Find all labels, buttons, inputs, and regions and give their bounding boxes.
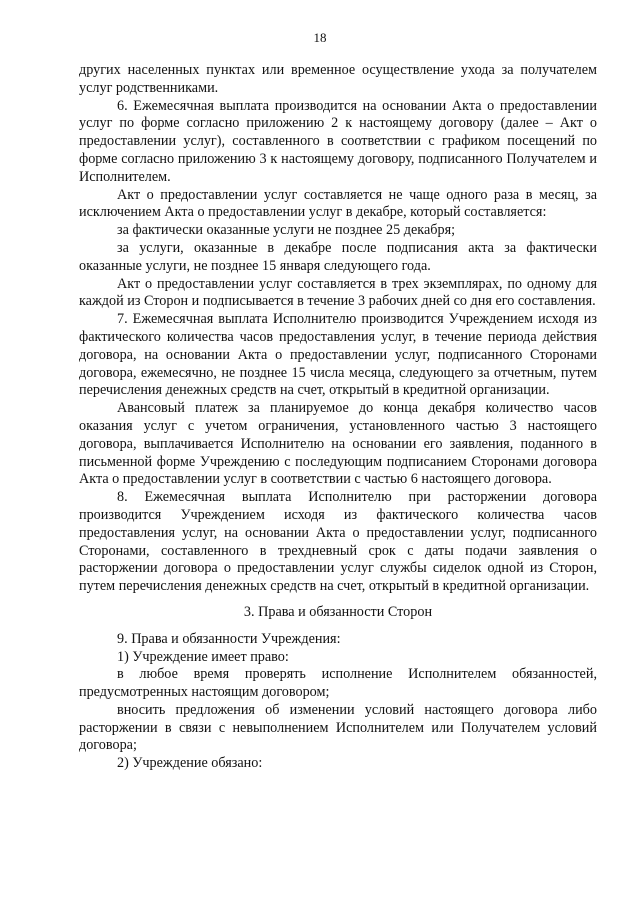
paragraph: 9. Права и обязанности Учреждения: [117,630,341,647]
paragraph: вносить предложения об изменении условий настоящего договора либо расторжении в связи с невыполнением Исполнителем или Получателем условий договора; [79,701,597,754]
paragraph: других населенных пунктах или временное осуществление ухода за получателем услуг родственниками. [79,62,597,96]
paragraph: 7. Ежемесячная выплата Исполнителю производится Учреждением исходя из фактического количества часов предоставления услуг, в течение периода действия договора, на основании Акта о предоставлении услуг, подписанного Сторонами договора, ежемесячно, не позднее 15 числа месяца, следующего за отчетным, путем перечисления денежных средств на счет, открытый в кредитной организации. [79,311,597,399]
paragraph: за услуги, оказанные в декабре после подписания акта за фактически оказанные услуги, не позднее 15 января следующего года. [79,239,597,274]
section-heading: 3. Права и обязанности Сторон [243,603,433,620]
paragraph: 1) Учреждение имеет право: [117,648,289,665]
paragraph: за фактически оказанные услуги не позднее 25 декабря; [117,222,456,239]
paragraph: в любое время проверять исполнение Исполнителем обязанностей, предусмотренных настоящим договором; [79,666,597,701]
paragraph: Акт о предоставлении услуг составляется не чаще одного раза в месяц, за исключением Акта о предоставлении услуг в декабре, который составляется: [79,186,597,221]
paragraph: Авансовый платеж за планируемое до конца декабря количество часов оказания услуг с учетом ограничения, установленного частью 3 настоящего договора, выплачивается Исполнителю на основании его заявления, поданного в письменной форме Учреждению с последующим подписанием Сторонами договора Акта о предоставлении услуг в соответствии с частью 6 настоящего договора. [79,400,597,488]
paragraph: Акт о предоставлении услуг составляется в трех экземплярах, по одному для каждой из Сторон и подписывается в течение 3 рабочих дней со дня его составления. [79,275,597,310]
document-body [79,62,597,773]
page-number: 18 [313,30,327,45]
paragraph: 6. Ежемесячная выплата производится на основании Акта о предоставлении услуг по форме согласно приложению 2 к настоящему договору (далее – Акт о предоставлении услуг), составленного в соответствии с графиком посещений по форме согласно приложению 3 к настоящему договору, подписанного Получателем и Исполнителем. [79,97,597,185]
paragraph: 2) Учреждение обязано: [117,755,263,772]
paragraph: 8. Ежемесячная выплата Исполнителю при расторжении договора производится Учреждением исходя из фактического количества часов предоставления услуг, на основании Акта о предоставлении услуг, подписанного Сторонами, составленного в трехдневный срок с даты подачи заявления о расторжении договора о предоставлении услуг службы сиделок одной из Сторон, путем перечисления денежных средств на счет, открытый в кредитной организации. [79,489,597,595]
